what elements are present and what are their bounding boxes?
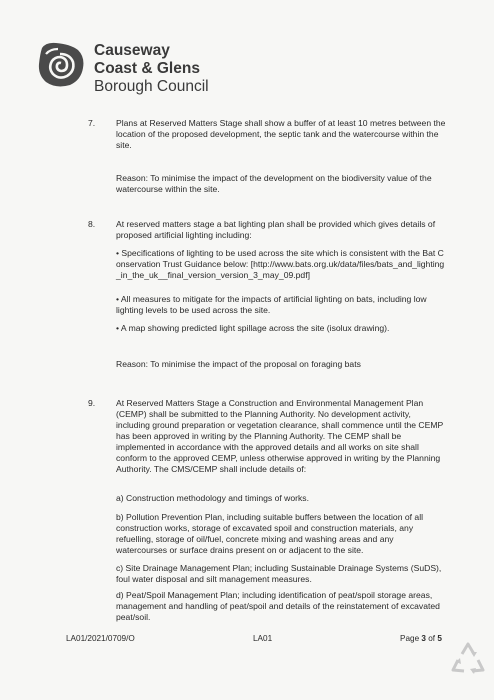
condition-8-bullet-1: • Specifications of lighting to be used across the site which is consistent with the Bat Conservation Trust Guidance below: [http://www.bats.org.uk/data/files/bats_and_lighting_in_the_uk__final_version_version_3_may_09.pdf] (116, 248, 445, 280)
condition-8-bullet-2: • All measures to mitigate for the impacts of artificial lighting on bats, including low lighting levels to be used across the site. (116, 294, 427, 315)
condition-7-reason: Reason: To minimise the impact of the development on the biodiversity value of the watercourse within the site. (116, 173, 432, 194)
logo-wordmark (94, 42, 209, 96)
footer-page-number (400, 634, 442, 643)
condition-9-item-d: d) Peat/Spoil Management Plan; including identification of peat/spoil storage areas, management and handling of peat/spoil and details of the reinstatement of excavated peat/soil. (116, 590, 440, 622)
page-total: 5 (437, 634, 442, 643)
council-logo (36, 38, 236, 108)
logo-line-3: Borough Council (94, 78, 209, 95)
footer-office: LA01 (253, 634, 273, 643)
condition-8-number: 8. (88, 219, 96, 229)
condition-7-number: 7. (88, 118, 96, 128)
condition-9-item-b: b) Pollution Prevention Plan, including suitable buffers between the location of all construction works, storage of excavated spoil and construction materials, any refuelling, storage of oil/fuel, concrete mixing and washing areas and any watercourses or surface drains present on or adjacent to the site. (116, 512, 424, 555)
footer-reference: LA01/2021/0709/O (66, 634, 135, 643)
swirl-logo-icon (36, 40, 86, 88)
logo-line-2: Coast & Glens (94, 60, 200, 77)
page-of: of (425, 634, 438, 643)
condition-9-number: 9. (88, 398, 96, 408)
condition-9-item-c: c) Site Drainage Management Plan; including Sustainable Drainage Systems (SuDS), foul water disposal and silt management measures. (116, 563, 442, 584)
recycle-icon (450, 640, 486, 680)
page-current: 3 (421, 634, 426, 643)
condition-9-item-a: a) Construction methodology and timings of works. (116, 493, 309, 503)
condition-7-text: Plans at Reserved Matters Stage shall show a buffer of at least 10 metres between the location of the proposed development, the septic tank and the watercourse within the site. (116, 118, 446, 150)
condition-8-bullet-3: • A map showing predicted light spillage across the site (isolux drawing). (116, 323, 390, 333)
condition-8-reason: Reason: To minimise the impact of the proposal on foraging bats (116, 359, 361, 369)
condition-9-text: At Reserved Matters Stage a Construction and Environmental Management Plan (CEMP) shall be submitted to the Planning Authority. No development activity, including ground preparation or vegetation clearance, shall commence until the CEMP has been approved in writing by the Planning Authority. The CEMP shall be implemented in accordance with the approved details and all works on site shall conform to the approved CEMP, unless otherwise approved in writing by the Planning Authority. The CMS/CEMP shall include details of: (116, 398, 444, 474)
condition-8-text: At reserved matters stage a bat lighting plan shall be provided which gives details of proposed artificial lighting including: (116, 219, 436, 240)
page-prefix: Page (400, 634, 422, 643)
logo-line-1: Causeway (94, 42, 170, 59)
